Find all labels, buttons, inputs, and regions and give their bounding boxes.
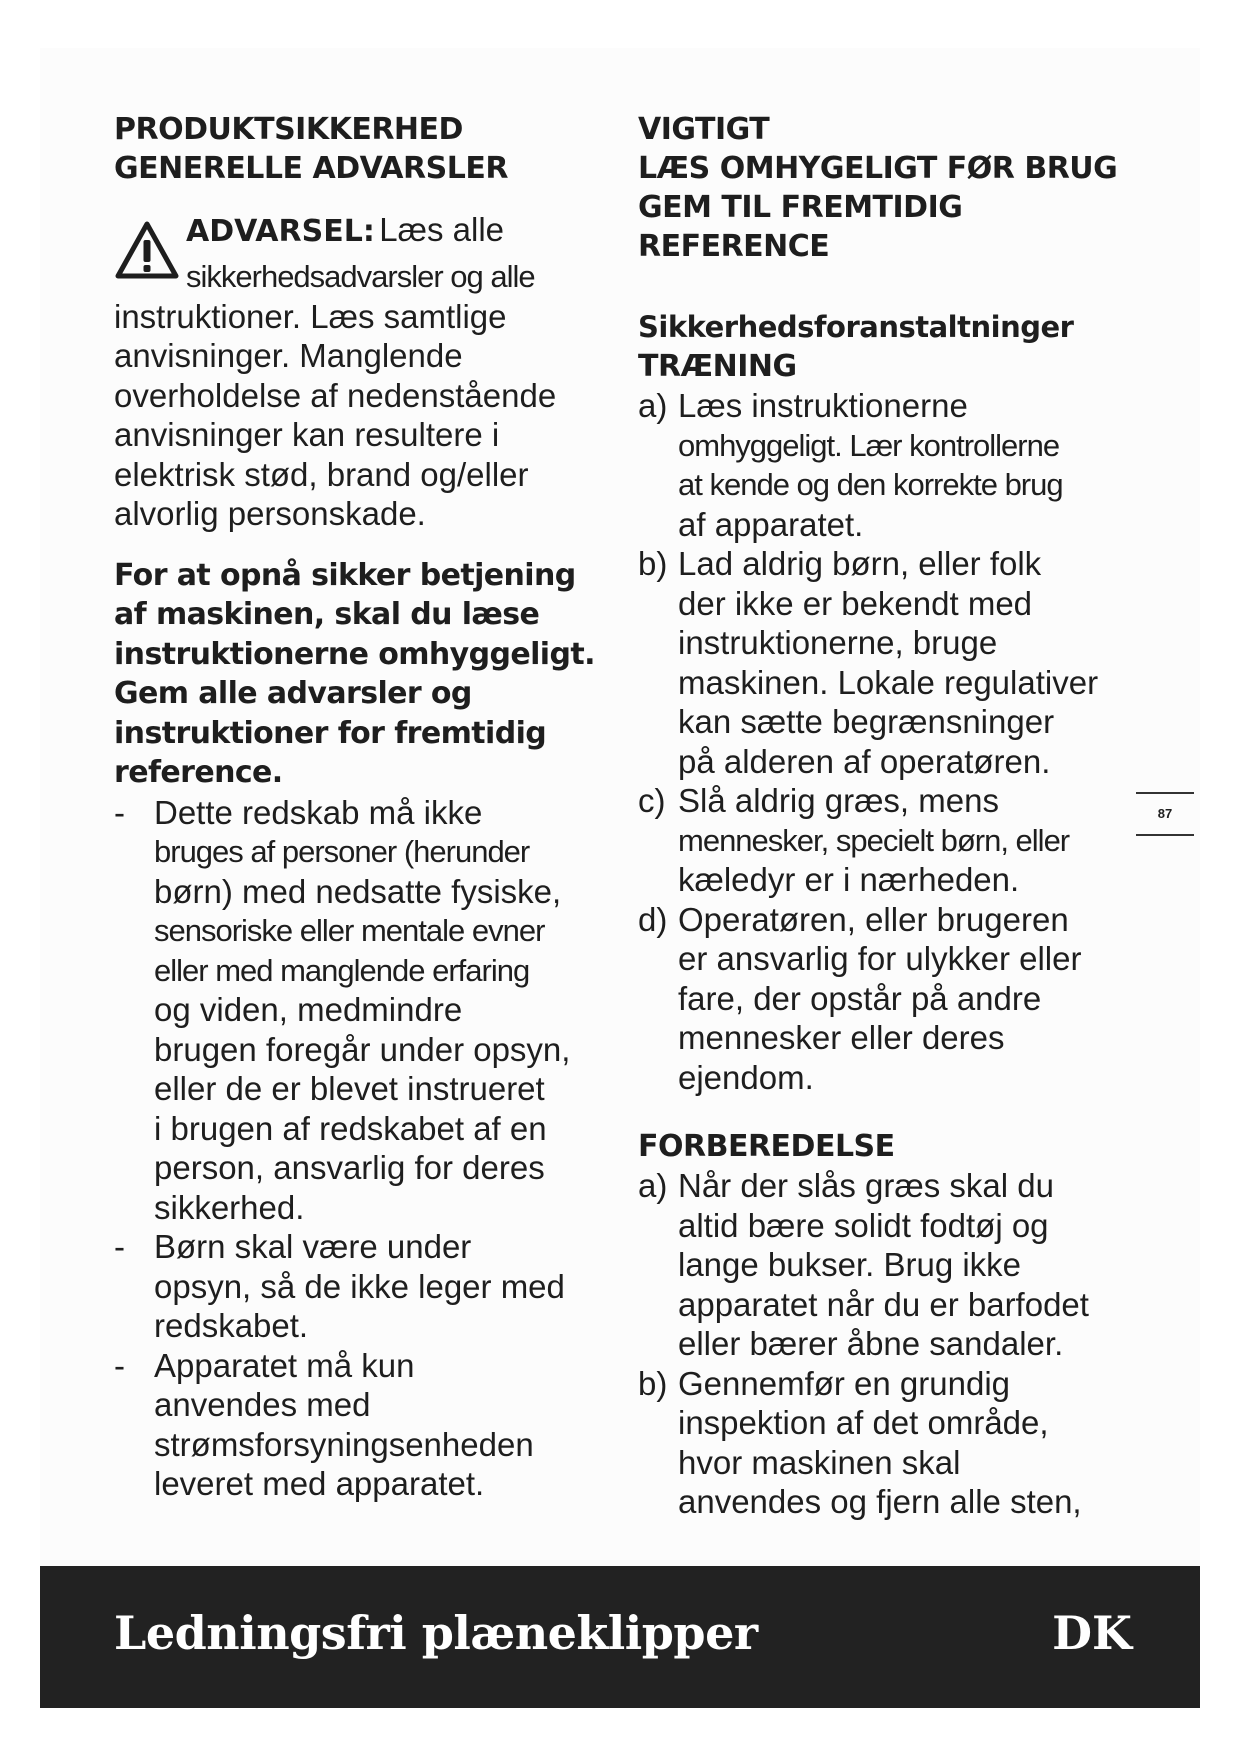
list-line: ejendom. — [678, 1058, 814, 1096]
list-item — [638, 781, 1128, 900]
list-line: opsyn, så de ikke leger med — [154, 1267, 565, 1305]
list-line: bruges af personer (herunder — [154, 834, 530, 869]
list-line: strømsforsyningsenheden — [154, 1425, 534, 1463]
left-column — [114, 110, 624, 1504]
list-marker: b) — [638, 545, 668, 582]
list-line: Dette redskab må ikke — [154, 793, 483, 831]
list-line: lange bukser. Brug ikke — [678, 1246, 1022, 1283]
list-line: børn) med nedsatte fysiske, — [154, 872, 562, 910]
important-heading-line: LÆS OMHYGELIGT FØR BRUG — [638, 151, 1118, 186]
list-line: apparatet når du er barfodet — [678, 1285, 1089, 1323]
list-marker: a) — [638, 387, 668, 424]
list-line: eller bærer åbne sandaler. — [678, 1325, 1064, 1362]
warning-text-line: sikkerhedsadvarsler og alle — [186, 259, 535, 294]
warning-text-line: instruktioner. Læs samtlige — [114, 297, 507, 335]
list-line: Gennemfør en grundig — [678, 1364, 1011, 1402]
list-line: eller de er blevet instrueret — [154, 1070, 545, 1107]
preparation-title: FORBEREDELSE — [638, 1129, 895, 1164]
safety-precautions-title: Sikkerhedsforanstaltninger — [638, 310, 1074, 344]
list-line: anvendes og fjern alle sten, — [678, 1483, 1082, 1520]
list-line: anvendes med — [154, 1386, 371, 1423]
section-heading-general-warnings: GENERELLE ADVARSLER — [114, 151, 508, 186]
warning-text-line: elektrisk stød, brand og/eller — [114, 455, 529, 493]
warning-text-line: overholdelse af nedenstående — [114, 376, 557, 414]
list-line: mennesker eller deres — [678, 1019, 1005, 1056]
notice-line: For at opnå sikker betjening — [114, 557, 576, 593]
notice-line: instruktionerne omhyggeligt. — [114, 636, 595, 672]
list-line: at kende og den korrekte brug — [678, 467, 1063, 502]
list-line: instruktionerne, bruge — [678, 624, 998, 661]
list-line: i brugen af redskabet af en — [154, 1109, 547, 1147]
list-marker: c) — [638, 782, 666, 819]
list-item — [114, 793, 624, 833]
list-line: omhyggeligt. Lær kontrollerne — [678, 427, 1060, 463]
list-item — [114, 1227, 624, 1346]
list-marker: - — [114, 793, 125, 831]
safe-operation-notice — [114, 556, 624, 793]
list-item — [638, 1166, 1128, 1364]
product-title: Ledningsfri plæneklipper — [114, 1606, 758, 1660]
list-line: leveret med apparatet. — [154, 1465, 485, 1502]
list-item — [638, 1364, 1128, 1522]
important-heading-line: GEM TIL FREMTIDIG — [638, 190, 963, 225]
list-line: person, ansvarlig for deres — [154, 1149, 545, 1186]
warning-text-line: anvisninger. Manglende — [114, 337, 463, 374]
list-line: Lad aldrig børn, eller folk — [678, 545, 1042, 582]
list-line: Slå aldrig græs, mens — [678, 782, 999, 819]
list-marker: d) — [638, 900, 668, 938]
list-line: mennesker, specielt børn, eller — [678, 822, 1070, 858]
list-line: er ansvarlig for ulykker eller — [678, 940, 1082, 977]
list-line: Børn skal være under — [154, 1228, 472, 1265]
language-code: DK — [1052, 1606, 1132, 1660]
important-heading-line: REFERENCE — [638, 229, 830, 264]
page-number: 87 — [1136, 792, 1194, 836]
list-item-continuation — [114, 832, 624, 1227]
list-item — [638, 900, 1128, 1098]
list-line: Operatøren, eller brugeren — [678, 900, 1069, 938]
list-line: Når der slås græs skal du — [678, 1167, 1054, 1204]
list-line: redskabet. — [154, 1307, 309, 1344]
list-line: eller med manglende erfaring — [154, 952, 530, 988]
warning-text-line: anvisninger kan resultere i — [114, 416, 500, 453]
list-line: sikkerhed. — [154, 1188, 305, 1226]
list-marker: b) — [638, 1364, 668, 1402]
list-line: hvor maskinen skal — [678, 1443, 961, 1481]
list-item — [638, 386, 1128, 544]
training-title: TRÆNING — [638, 349, 797, 384]
list-line: og viden, medmindre — [154, 991, 463, 1028]
important-heading-line: VIGTIGT — [638, 112, 770, 147]
notice-line: Gem alle advarsler og — [114, 676, 472, 711]
notice-line: reference. — [114, 755, 283, 790]
list-line: på alderen af operatøren. — [678, 742, 1051, 780]
warning-label: ADVARSEL: — [186, 214, 375, 249]
list-line: Apparatet må kun — [154, 1346, 415, 1384]
list-line: inspektion af det område, — [678, 1404, 1049, 1441]
notice-line: instruktioner for fremtidig — [114, 715, 547, 751]
list-item — [114, 1346, 624, 1504]
list-line: maskinen. Lokale regulativer — [678, 663, 1099, 701]
section-heading-product-safety: PRODUKTSIKKERHED — [114, 112, 463, 147]
list-line: kan sætte begrænsninger — [678, 703, 1055, 740]
list-line: altid bære solidt fodtøj og — [678, 1206, 1049, 1244]
warning-text-line: Læs alle — [379, 211, 505, 248]
list-line: Læs instruktionerne — [678, 387, 968, 424]
warning-text-line: alvorlig personskade. — [114, 495, 426, 532]
list-line: kæledyr er i nærheden. — [678, 861, 1020, 898]
list-marker: a) — [638, 1167, 668, 1204]
list-line: der ikke er bekendt med — [678, 584, 1033, 622]
list-line: brugen foregår under opsyn, — [154, 1030, 571, 1068]
list-line: fare, der opstår på andre — [678, 979, 1042, 1017]
footer-bar — [40, 1566, 1200, 1708]
list-marker: - — [114, 1228, 125, 1265]
right-column — [638, 110, 1128, 1522]
warning-header — [114, 210, 624, 297]
list-line: sensoriske eller mentale evner — [154, 913, 545, 948]
warning-block — [114, 210, 624, 534]
list-marker: - — [114, 1346, 125, 1384]
notice-line: af maskinen, skal du læse — [114, 597, 540, 632]
list-item — [638, 544, 1128, 781]
warning-triangle-icon — [114, 220, 180, 282]
list-line: af apparatet. — [678, 505, 864, 543]
